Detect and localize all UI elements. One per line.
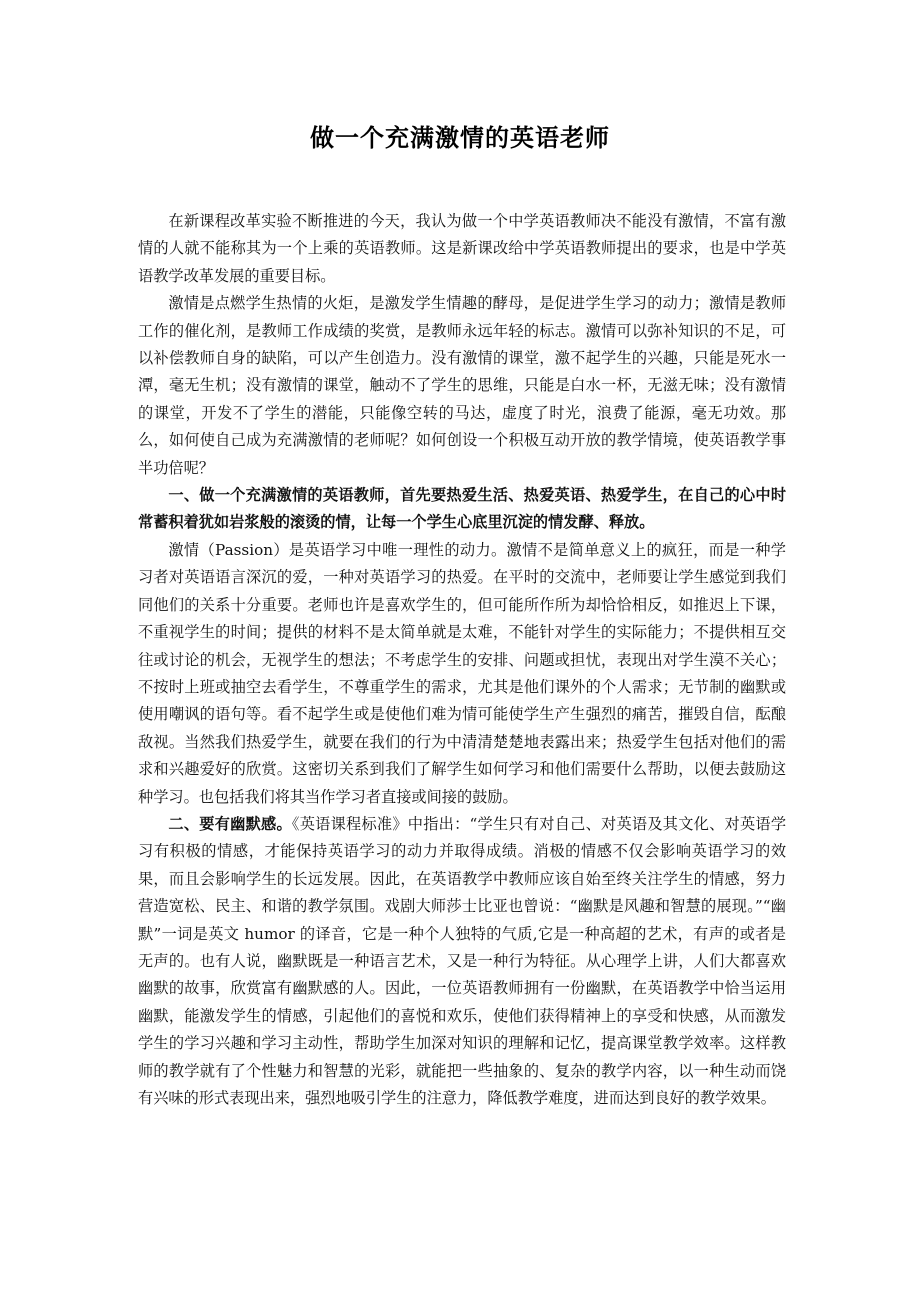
- section-heading-text: 一、做一个充满激情的英语教师，首先要热爱生活、热爱英语、热爱学生，在自己的心中时常蓄积着犹如岩浆般的滚烫的情，让每一个学生心底里沉淀的情发酵、释放。: [138, 486, 786, 532]
- paragraph-text: 激情是点燃学生热情的火炬，是激发学生情趣的酵母，是促进学生学习的动力；激情是教师工作的催化剂，是教师工作成绩的奖赏，是教师永远年轻的标志。激情可以弥补知识的不足，可以补偿教师自身的缺陷，可以产生创造力。没有激情的课堂，激不起学生的兴趣，只能是死水一潭，毫无生机；没有激情的课堂，触动不了学生的思维，只能是白水一杯，无滋无味；没有激情的课堂，开发不了学生的潜能，只能像空转的马达，虚度了时光，浪费了能源，毫无功效。那么，如何使自己成为充满激情的老师呢？如何创设一个积极互动开放的教学情境，使英语教学事半功倍呢？: [138, 294, 786, 477]
- document-title: 做一个充满激情的英语老师: [310, 124, 610, 152]
- section-heading-two: 二、要有幽默感。: [168, 814, 292, 833]
- document-body: [138, 208, 786, 1112]
- paragraph-text: 激情（Passion）是英语学习中唯一理性的动力。激情不是简单意义上的疯狂，而是一种学习者对英语语言深沉的爱，一种对英语学习的热爱。在平时的交流中，老师要让学生感觉到我们同他们的关系十分重要。老师也许是喜欢学生的，但可能所作所为却恰恰相反，如推迟上下课，不重视学生的时间；提供的材料不是太简单就是太难，不能针对学生的实际能力；不提供相互交往或讨论的机会，无视学生的想法；不考虑学生的安排、问题或担忧，表现出对学生漠不关心；不按时上班或抽空去看学生，不尊重学生的需求，尤其是他们课外的个人需求；无节制的幽默或使用嘲讽的语句等。看不起学生或是使他们难为情可能使学生产生强烈的痛苦，摧毁自信，酝酿敌视。当然我们热爱学生，就要在我们的行为中清清楚楚地表露出来；热爱学生包括对他们的需求和兴趣爱好的欣赏。这密切关系到我们了解学生如何学习和他们需要什么帮助，以便去鼓励这种学习。也包括我们将其当作学习者直接或间接的鼓励。: [138, 540, 786, 806]
- section-heading-one: [138, 482, 786, 537]
- paragraph-text: 在新课程改革实验不断推进的今天，我认为做一个中学英语教师决不能没有激情，不富有激情的人就不能称其为一个上乘的英语教师。这是新课改给中学英语教师提出的要求，也是中学英语教学改革发展的重要目标。: [138, 212, 786, 285]
- paragraph-passion-definition: [138, 290, 786, 482]
- paragraph-humor: [138, 811, 786, 1112]
- paragraph-text: 《英语课程标准》中指出：“学生只有对自己、对英语及其文化、对英语学习有积极的情感，才能保持英语学习的动力并取得成绩。消极的情感不仅会影响英语学习的效果，而且会影响学生的长远发展。因此，在英语教学中教师应该自始至终关注学生的情感，努力营造宽松、民主、和谐的教学氛围。戏剧大师莎士比亚也曾说：“幽默是风趣和智慧的展现。”“幽默”一词是英文 humor 的译音，它是一种个人独特的气质,它是一种高超的艺术，有声的或者是无声的。也有人说，幽默既是一种语言艺术，又是一种行为特征。从心理学上讲，人们大都喜欢幽默的故事，欣赏富有幽默感的人。因此，一位英语教师拥有一份幽默，在英语教学中恰当运用幽默，能激发学生的情感，引起他们的喜悦和欢乐，使他们获得精神上的享受和快感，从而激发学生的学习兴趣和学习主动性，帮助学生加深对知识的理解和记忆，提高课堂教学效率。这样教师的教学就有了个性魅力和智慧的光彩，就能把一些抽象的、复杂的教学内容，以一种生动而饶有兴味的形式表现出来，强烈地吸引学生的注意力，降低教学难度，进而达到良好的教学效果。: [138, 814, 787, 1107]
- paragraph-passion-detail: [138, 537, 786, 811]
- paragraph-intro: [138, 208, 786, 290]
